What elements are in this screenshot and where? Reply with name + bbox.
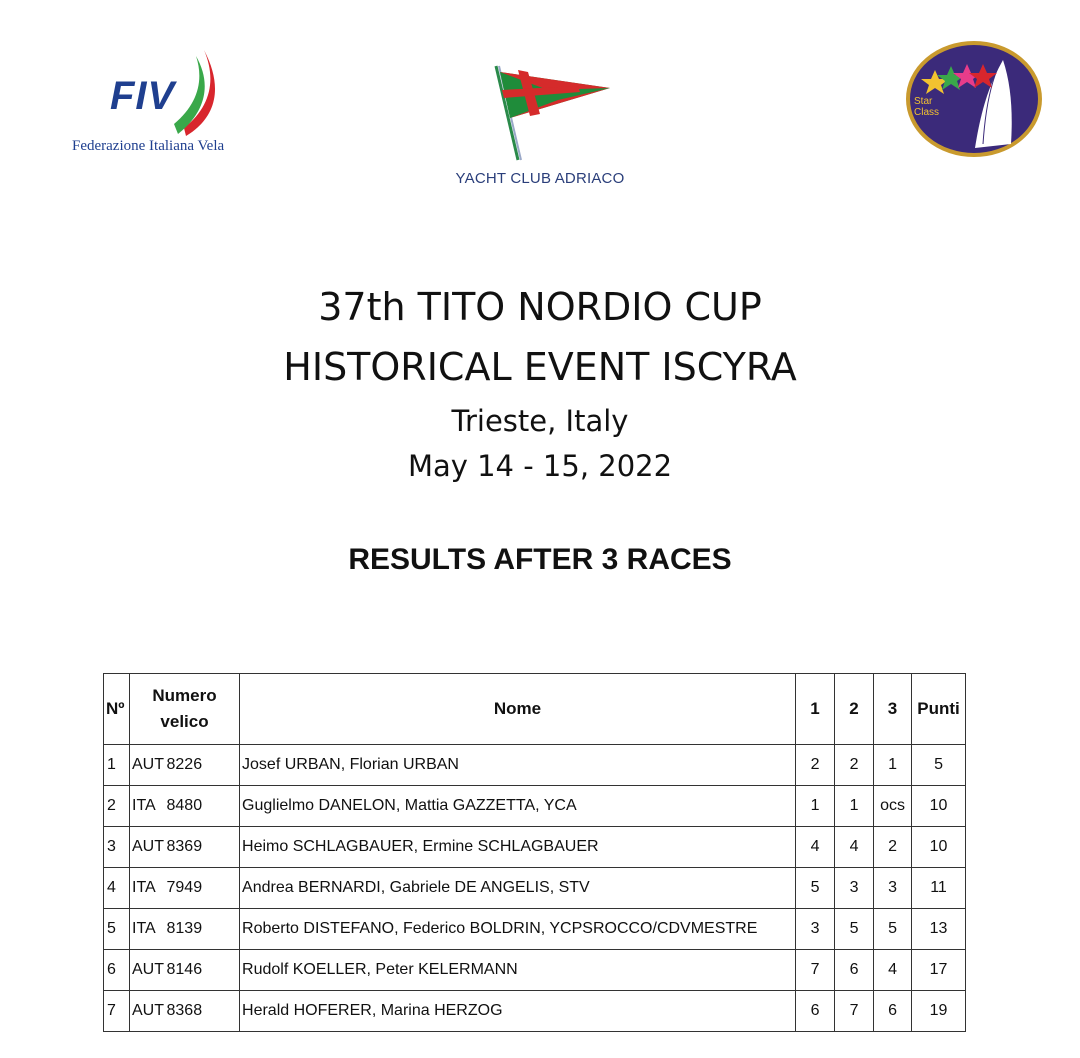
table-row <box>104 950 966 991</box>
row-race-2: 2 <box>835 745 874 786</box>
row-number: 3 <box>104 827 130 868</box>
row-name: Josef URBAN, Florian URBAN <box>240 745 796 786</box>
row-race-1: 1 <box>796 786 835 827</box>
row-race-1: 2 <box>796 745 835 786</box>
row-points: 11 <box>912 868 966 909</box>
row-race-3: 2 <box>874 827 912 868</box>
row-country: ITA <box>130 786 166 827</box>
header-race-1: 1 <box>796 674 835 745</box>
row-points: 13 <box>912 909 966 950</box>
row-points: 10 <box>912 827 966 868</box>
row-number: 4 <box>104 868 130 909</box>
event-location: Trieste, Italy <box>451 404 629 438</box>
row-race-2: 6 <box>835 950 874 991</box>
row-name: Guglielmo DANELON, Mattia GAZZETTA, YCA <box>240 786 796 827</box>
row-number: 5 <box>104 909 130 950</box>
yacht-club-name <box>0 170 1080 187</box>
row-race-3: 1 <box>874 745 912 786</box>
event-title-line-2: HISTORICAL EVENT ISCYRA <box>283 345 797 389</box>
row-race-1: 4 <box>796 827 835 868</box>
row-race-2: 7 <box>835 991 874 1032</box>
row-race-3: 3 <box>874 868 912 909</box>
event-dates: May 14 - 15, 2022 <box>407 449 673 483</box>
row-country: AUT <box>130 827 166 868</box>
row-country: AUT <box>130 950 166 991</box>
table-row <box>104 868 966 909</box>
row-sail-number: 8226 <box>166 745 240 786</box>
star-class-label: Star Class <box>914 96 940 118</box>
row-points: 5 <box>912 745 966 786</box>
table-header-row <box>104 674 966 745</box>
results-body <box>104 745 966 1032</box>
row-number: 1 <box>104 745 130 786</box>
fiv-letters: FIV <box>110 74 176 118</box>
table-row <box>104 827 966 868</box>
event-title-line-1: 37th TITO NORDIO CUP <box>318 285 762 329</box>
row-race-2: 5 <box>835 909 874 950</box>
burgee-flag-icon <box>488 60 618 170</box>
row-name: Heimo SCHLAGBAUER, Ermine SCHLAGBAUER <box>240 827 796 868</box>
row-name: Andrea BERNARDI, Gabriele DE ANGELIS, STV <box>240 868 796 909</box>
row-sail-number: 7949 <box>166 868 240 909</box>
header-sail-number <box>130 674 240 745</box>
row-sail-number: 8369 <box>166 827 240 868</box>
row-race-3: ocs <box>874 786 912 827</box>
header-points: Punti <box>912 674 966 745</box>
row-race-3: 5 <box>874 909 912 950</box>
table-row <box>104 786 966 827</box>
row-name: Herald HOFERER, Marina HERZOG <box>240 991 796 1032</box>
header-race-3: 3 <box>874 674 912 745</box>
row-number: 7 <box>104 991 130 1032</box>
row-number: 6 <box>104 950 130 991</box>
row-points: 10 <box>912 786 966 827</box>
fiv-subtitle: Federazione Italiana Vela <box>72 138 225 154</box>
table-row <box>104 991 966 1032</box>
table-row <box>104 745 966 786</box>
row-sail-number: 8480 <box>166 786 240 827</box>
row-race-1: 5 <box>796 868 835 909</box>
row-country: AUT <box>130 745 166 786</box>
yacht-club-name-text: YACHT CLUB ADRIACO <box>455 170 625 187</box>
row-race-1: 7 <box>796 950 835 991</box>
row-race-3: 4 <box>874 950 912 991</box>
row-race-1: 6 <box>796 991 835 1032</box>
row-race-2: 4 <box>835 827 874 868</box>
header-num: Nº <box>104 674 130 745</box>
row-number: 2 <box>104 786 130 827</box>
header-sail-line-2: velico <box>160 712 209 731</box>
results-table <box>103 673 966 1032</box>
row-race-2: 3 <box>835 868 874 909</box>
row-name: Rudolf KOELLER, Peter KELERMANN <box>240 950 796 991</box>
row-sail-number: 8368 <box>166 991 240 1032</box>
results-heading: RESULTS AFTER 3 RACES <box>348 543 732 576</box>
row-country: AUT <box>130 991 166 1032</box>
row-race-3: 6 <box>874 991 912 1032</box>
header-race-2: 2 <box>835 674 874 745</box>
row-name: Roberto DISTEFANO, Federico BOLDRIN, YCPSROCCO/CDVMESTRE <box>240 909 796 950</box>
row-sail-number: 8146 <box>166 950 240 991</box>
header-sail-line-1: Numero <box>152 686 217 705</box>
row-country: ITA <box>130 909 166 950</box>
header-name: Nome <box>240 674 796 745</box>
row-country: ITA <box>130 868 166 909</box>
table-row <box>104 909 966 950</box>
row-sail-number: 8139 <box>166 909 240 950</box>
row-race-1: 3 <box>796 909 835 950</box>
row-points: 17 <box>912 950 966 991</box>
row-race-2: 1 <box>835 786 874 827</box>
row-points: 19 <box>912 991 966 1032</box>
